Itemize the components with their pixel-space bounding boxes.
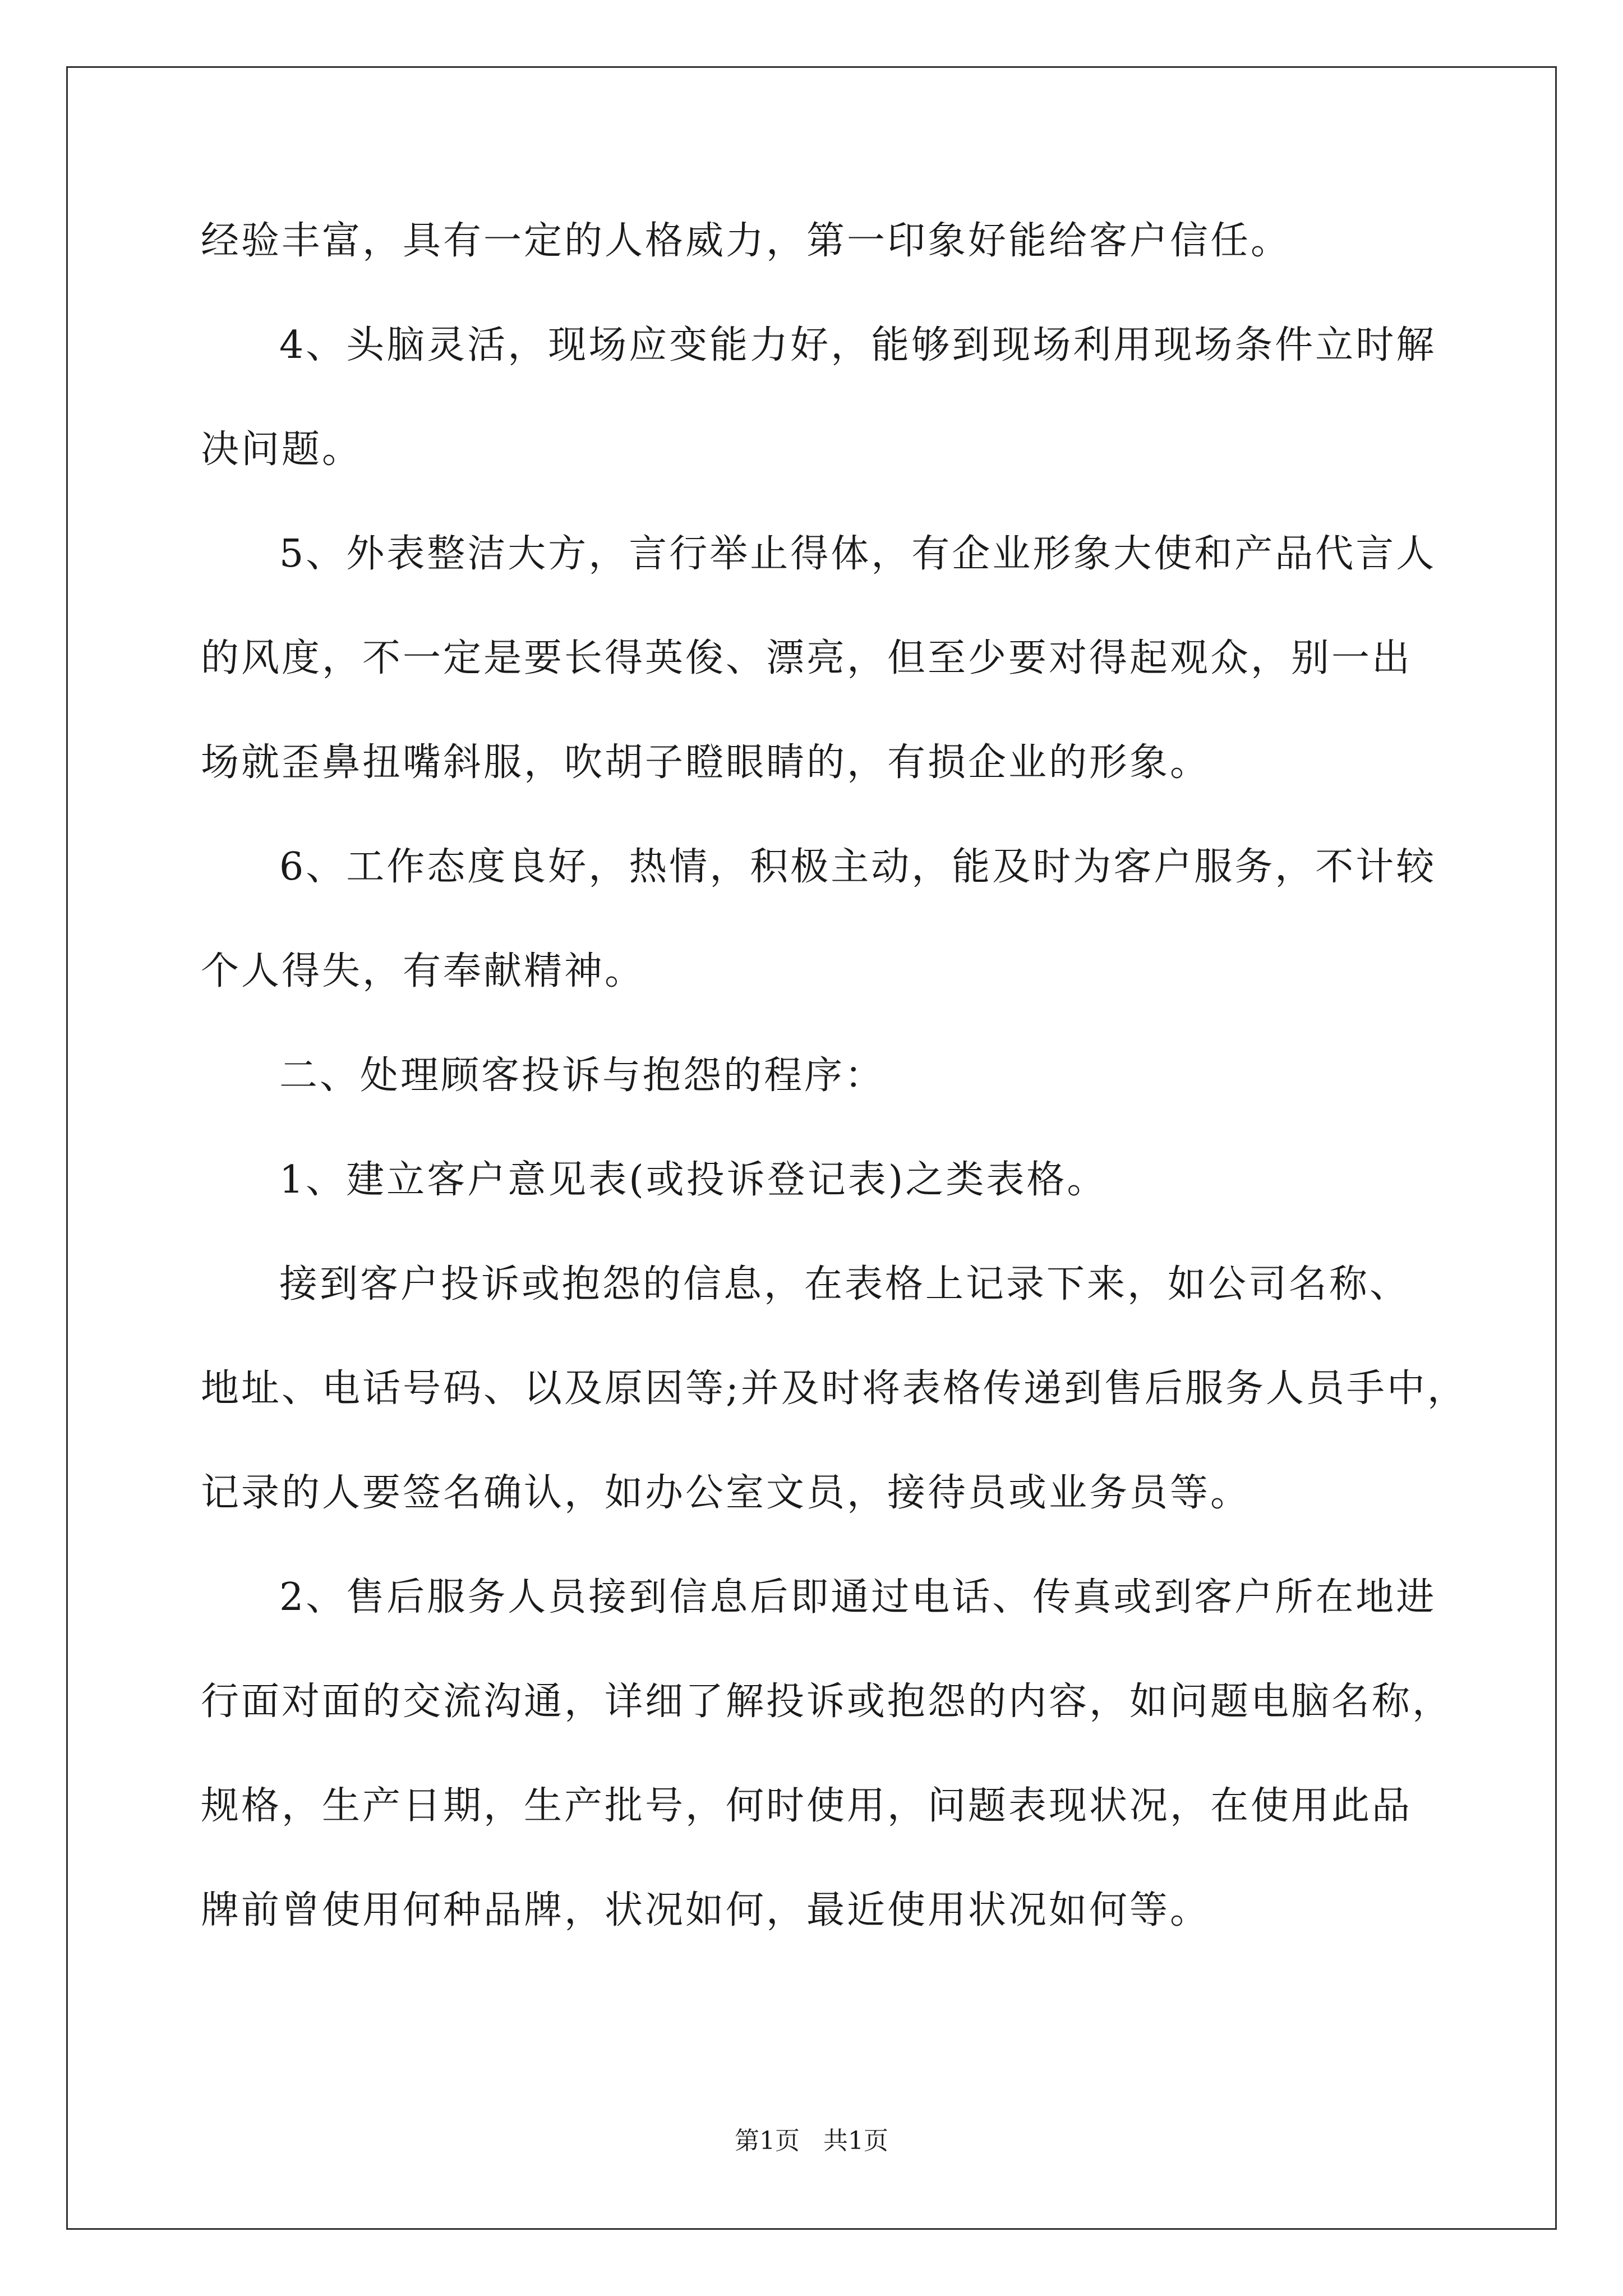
text-line: 5、外表整洁大方，言行举止得体，有企业形象大使和产品代言人	[279, 532, 1437, 576]
text-line: 地址、电话号码、以及原因等;并及时将表格传递到售后服务人员手中，	[201, 1366, 1468, 1411]
text-line: 场就歪鼻扭嘴斜服，吹胡子瞪眼睛的，有损企业的形象。	[201, 740, 1211, 785]
text-line: 牌前曾使用何种品牌，状况如何，最近使用状况如何等。	[201, 1888, 1211, 1932]
text-line: 行面对面的交流沟通，详细了解投诉或抱怨的内容，如问题电脑名称，	[201, 1680, 1453, 1724]
text-line: 4、头脑灵活，现场应变能力好，能够到现场利用现场条件立时解	[279, 323, 1437, 367]
text-line: 个人得失，有奉献精神。	[201, 949, 645, 993]
page-footer: 第1页 共1页	[735, 2127, 888, 2155]
text-line: 规格，生产日期，生产批号，何时使用，问题表现状况，在使用此品	[201, 1784, 1413, 1828]
text-line: 的风度，不一定是要长得英俊、漂亮，但至少要对得起观众，别一出	[201, 636, 1413, 680]
text-line: 2、售后服务人员接到信息后即通过电话、传真或到客户所在地进	[279, 1575, 1437, 1619]
text-line: 6、工作态度良好，热情，积极主动，能及时为客户服务，不计较	[279, 845, 1437, 889]
document-body	[201, 213, 1468, 1987]
text-line: 决问题。	[201, 427, 363, 472]
text-line: 记录的人要签名确认，如办公室文员，接待员或业务员等。	[201, 1471, 1251, 1515]
text-line: 接到客户投诉或抱怨的信息，在表格上记录下来，如公司名称、	[279, 1262, 1410, 1306]
text-line: 1、建立客户意见表(或投诉登记表)之类表格。	[279, 1158, 1108, 1202]
text-line: 经验丰富，具有一定的人格威力，第一印象好能给客户信任。	[201, 219, 1292, 263]
section-heading: 二、处理顾客投诉与抱怨的程序：	[279, 1053, 886, 1098]
